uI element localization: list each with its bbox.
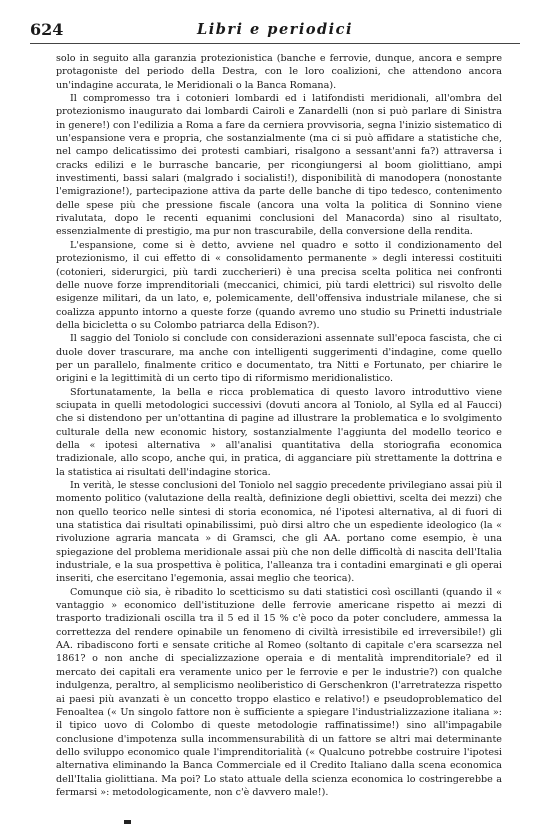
header-rule [30, 43, 520, 44]
running-title: Libri e periodici [197, 21, 353, 38]
paragraph: L'espansione, come si è detto, avviene nel quadro e sotto il condizionamento del protezionismo, il cui effetto di « consolidamento permanente » degli interessi costituiti (cotonieri, siderurgici, più tardi zuccherieri) è una precisa scelta politica nei confronti delle nuove forze imprenditoriali (meccanici, chimici, più tardi elettrici) sul risvolto delle esigenze militari, da un lato, e, polemicamente, dell'offensiva industriale milanese, che si coalizza appunto intorno a queste forze (quando avremo uno studio su Prinetti industriale della bicicletta o su Colombo patriarca della Edison?). [56, 239, 502, 331]
page-number: 624 [30, 20, 64, 39]
paragraph: solo in seguito alla garanzia protezionistica (banche e ferrovie, dunque, ancora e sempre protagoniste del periodo della Destra, con le loro coalizioni, che attendono ancora un'indagine accurata, le Meridionali o la Banca Romana). [56, 53, 502, 91]
footer-mark [124, 820, 131, 824]
paragraph: In verità, le stesse conclusioni del Toniolo nel saggio precedente privilegiano assai più il momento politico (valutazione della realtà, definizione degli obiettivi, scelta dei mezzi) che non quello teorico nelle sintesi di storia economica, né l'ipotesi alternativa, al di fuori di una statistica dai risultati opinabilissimi, può dirsi altro che un espediente ideologico (la « rivoluzione agraria mancata » di Gramsci, che gli AA. portano come esempio, è una spiegazione del problema meridionale assai più che non delle difficoltà di nascita dell'Italia industriale, e la sua prospettiva è politica, l'alleanza tra i contadini emarginati e gli operai inseriti, che esercitano l'egemonia, assai meglio che teorica). [56, 480, 502, 585]
paragraph: Comunque ciò sia, è ribadito lo scetticismo su dati statistici così oscillanti (quando il « vantaggio » economico dell'istituzione delle ferrovie americane rispetto ai mezzi di trasporto tradizionali oscilla tra il 5 ed il 15 % c'è poco da poter concludere, ammessa la correttezza del rendere opinabile un fenomeno di civiltà irresistibile ed irreversibile!) gli AA. ribadiscono forti e sensate critiche al Romeo (soltanto di capitale c'era scarsezza nel 1861? o non anche di specializzazione operaia e di mentalità imprenditoriale? ed il mercato dei capitali era veramente unico per le ferrovie e per le industrie?) con qualche indulgenza, peraltro, al semplicismo neoliberistico di Gerschenkron (l'arretratezza rispetto ai paesi più avanzati è un concetto troppo elastico e relativo!) e pseudoproblematico del Fenoaltea (« Un singolo fattore non è sufficiente a spiegare l'industrializzazione italiana »: il tipico uovo di Colombo di queste metodologie raffinatissime!) sino all'impagabile conclusione d'impotenza sulla incommensurabilità di un fattore se altri mai determinante dello sviluppo economico quale l'imprenditorialità (« Qualcuno potrebbe costruire l'ipotesi alternativa eliminando la Banca Commerciale ed il Credito Italiano dalla scena economica dell'Italia giolittiana. Ma poi? Lo stato attuale della scienza economica lo costringerebbe a fermarsi »: metodologicamente, non c'è davvero male!). [56, 586, 502, 798]
paragraph: Sfortunatamente, la bella e ricca problematica di questo lavoro introduttivo viene sciupata in quelli metodologici successivi (dovuti ancora al Toniolo, al Sylla ed al Faucci) che si distendono per un'ottantina di pagine ad illustrare la problematica e lo svolgimento culturale della new economic history, sostanzialmente l'aggiunta del modello teorico e della « ipotesi alternativa » all'analisi quantitativa della storiografia economica tradizionale, allo scopo, anche qui, in pratica, di agganciare più strettamente la dottrina e la statistica ai risultati dell'indagine storica. [56, 386, 502, 478]
page-header [30, 20, 520, 42]
paragraph: Il saggio del Toniolo si conclude con considerazioni assennate sull'epoca fascista, che ci duole dover trascurare, ma anche con intelligenti suggerimenti d'indagine, come quello per un parallelo, finalmente critico e documentato, tra Nitti e Fortunato, per chiarire le origini e la legittimità di un certo tipo di riformismo meridionalistico. [56, 333, 502, 385]
page-body [56, 52, 502, 799]
paragraph: Il compromesso tra i cotonieri lombardi ed i latifondisti meridionali, all'ombra del protezionismo inaugurato dai lombardi Cairoli e Zanardelli (non si può parlare di Sinistra in genere!) con l'edilizia a Roma a fare da cerniera provvisoria, segna l'inizio sistematico di un'espansione vera e propria, che sostanzialmente (ma ci si può affidare a statistiche che, nel campo delicatissimo dei protesti cambiari, risalgono a sessant'anni fa?) attraversa i cracks edilizi e le burrasche bancarie, per ricongiungersi al boom giolittiano, ampi investimenti, bassi salari (malgrado i socialisti!), disponibilità di manodopera (nonostante l'emigrazione!), partecipazione attiva da parte delle banche di tipo tedesco, contenimento delle spese più che pressione fiscale (ancora una volta la politica di Sonnino viene rivalutata, dopo le recenti equanimi conclusioni del Manacorda) sino al risultato, essenzialmente di prestigio, ma pur non trascurabile, della conversione della rendita. [56, 93, 502, 238]
